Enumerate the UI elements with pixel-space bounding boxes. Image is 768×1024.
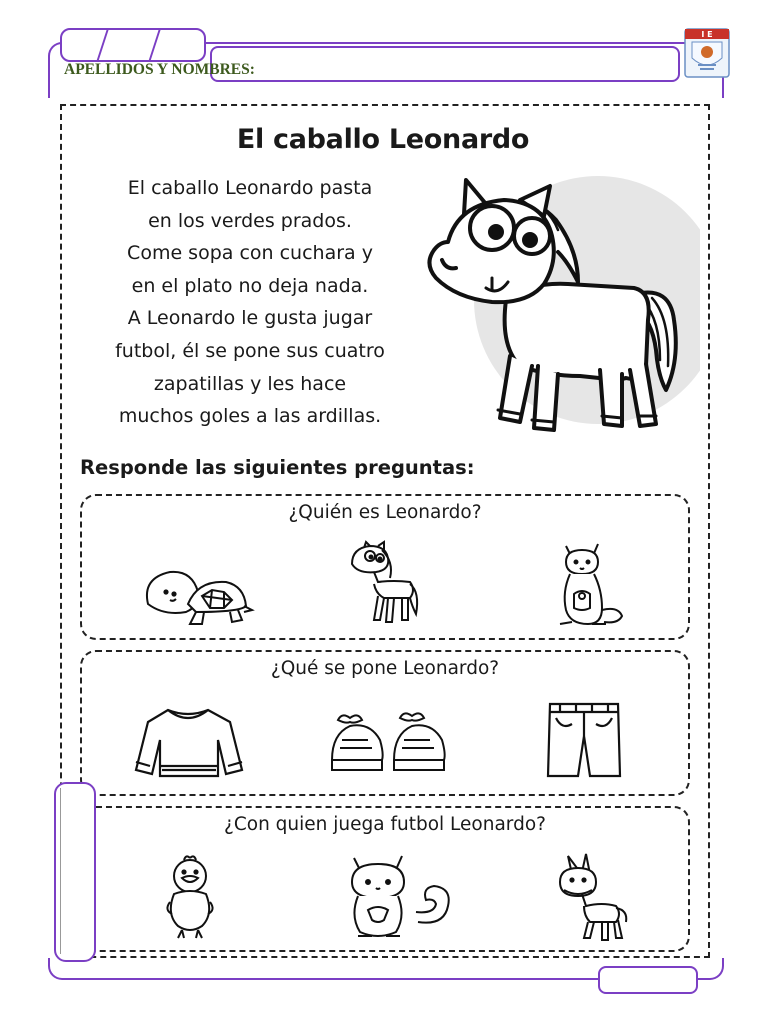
turtle-icon[interactable]	[140, 566, 256, 630]
donkey-icon[interactable]	[552, 852, 632, 942]
sneakers-icon[interactable]	[328, 710, 448, 780]
story-line: en el plato no deja nada.	[131, 274, 369, 297]
header-tab	[60, 28, 206, 62]
horse-illustration	[408, 170, 700, 450]
footer-tab	[598, 966, 698, 994]
horse-icon[interactable]	[344, 540, 424, 626]
school-crest-logo	[684, 28, 730, 78]
story-line: Come sopa con cuchara y	[127, 242, 373, 265]
left-margin-tab	[54, 782, 96, 962]
story-line: futbol, él se pone sus cuatro	[115, 339, 385, 362]
question-text: ¿Qué se pone Leonardo?	[270, 658, 500, 679]
name-field[interactable]	[210, 46, 680, 82]
story-line: A Leonardo le gusta jugar	[127, 307, 373, 330]
story-text	[84, 172, 416, 433]
question-card	[80, 494, 690, 640]
story-title: El caballo Leonardo	[236, 124, 530, 155]
name-label: APELLIDOS Y NOMBRES:	[64, 61, 255, 78]
question-card	[80, 806, 690, 952]
question-card	[80, 650, 690, 796]
story-line: zapatillas y les hace	[153, 372, 347, 395]
shorts-icon[interactable]	[544, 698, 624, 780]
svg-text:I E: I E	[701, 30, 713, 39]
question-text: ¿Con quien juega futbol Leonardo?	[224, 814, 546, 835]
kangaroo-icon[interactable]	[552, 540, 632, 630]
story-line: El caballo Leonardo pasta	[127, 177, 373, 199]
chick-icon[interactable]	[160, 854, 222, 940]
squirrel-icon[interactable]	[344, 852, 454, 942]
story-line: en los verdes prados.	[148, 209, 352, 232]
sweater-icon[interactable]	[132, 704, 246, 780]
question-text: ¿Quién es Leonardo?	[288, 502, 482, 523]
story-line: muchos goles a las ardillas.	[118, 405, 382, 428]
questions-instructions: Responde las siguientes preguntas:	[80, 456, 475, 479]
